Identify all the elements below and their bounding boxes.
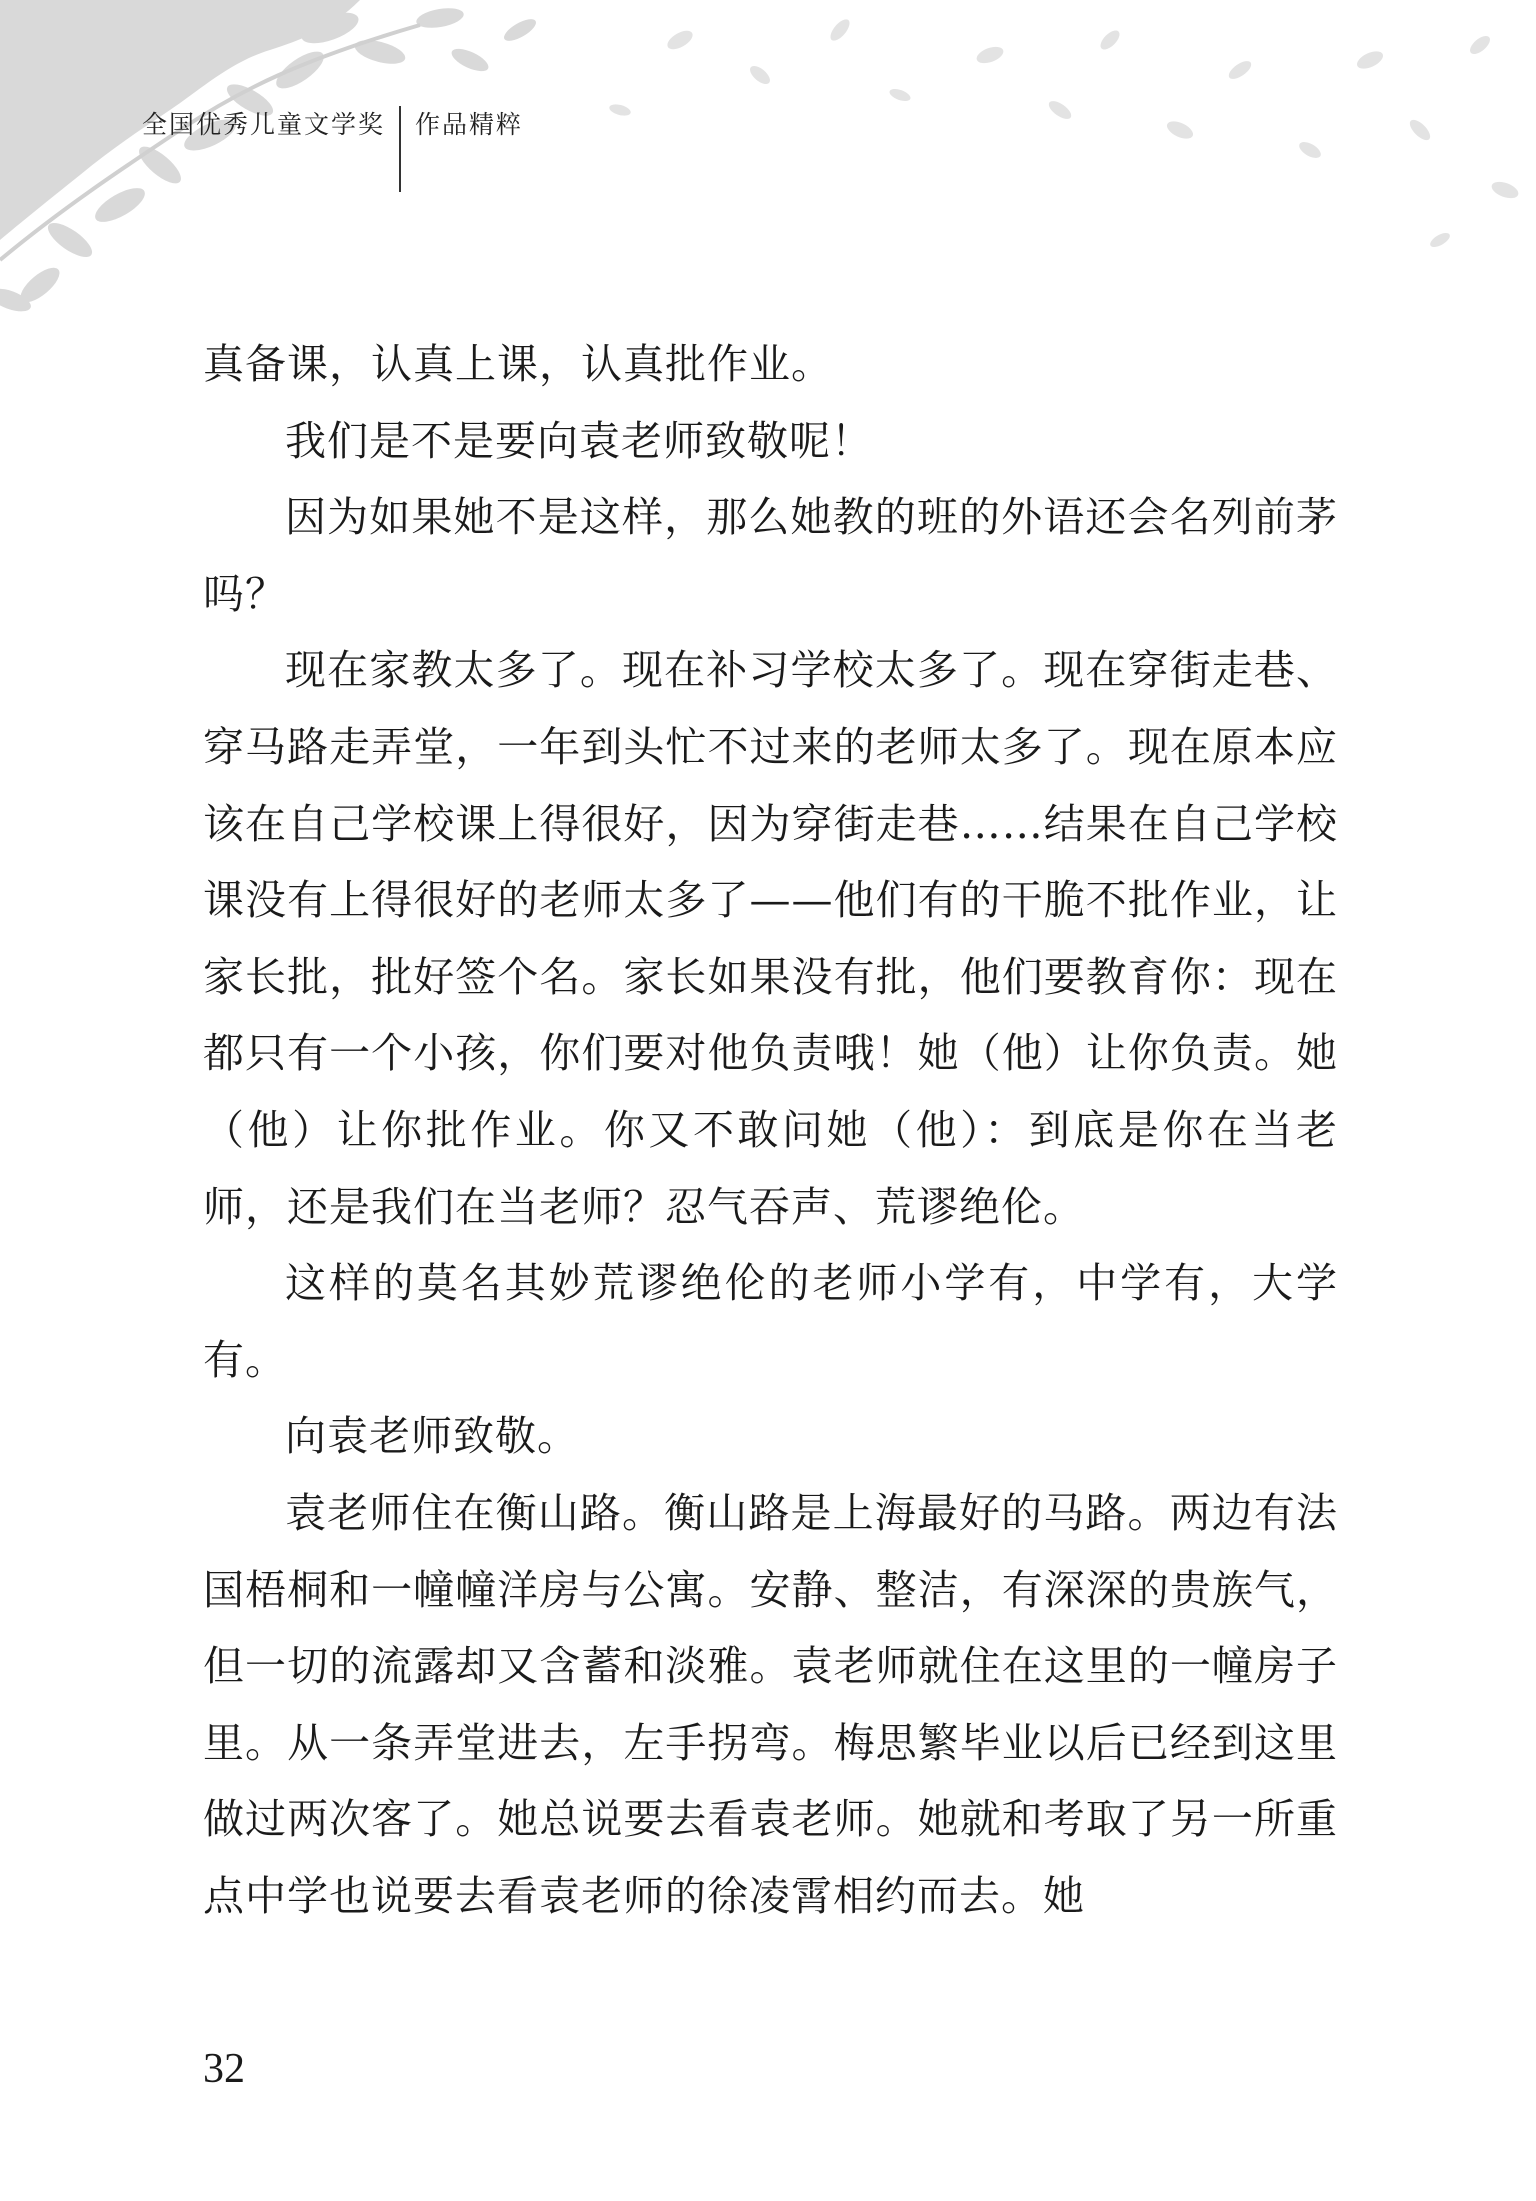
paragraph: 这样的莫名其妙荒谬绝伦的老师小学有，中学有，大学有。 — [203, 1259, 1338, 1384]
running-header — [142, 108, 523, 188]
paragraph: 我们是不是要向袁老师致敬呢！ — [285, 416, 873, 465]
paragraph: 现在家教太多了。现在补习学校太多了。现在穿街走巷、穿马路走弄堂，一年到头忙不过来的老师太多了。现在原本应该在自己学校课上得很好，因为穿街走巷……结果在自己学校课没有上得很好的老师太多了——他们有的干脆不批作业，让家长批，批好签个名。家长如果没有批，他们要教育你：现在都只有一个小孩，你们要对他负责哦！她（他）让你负责。她（他）让你批作业。你又不敢问她（他）：到底是你在当老师，还是我们在当老师？忍气吞声、荒谬绝伦。 — [203, 646, 1338, 1231]
section-title: 作品精粹 — [415, 110, 524, 139]
body-text — [203, 326, 1338, 1934]
paragraph: 因为如果她不是这样，那么她教的班的外语还会名列前茅吗？ — [203, 493, 1338, 618]
series-title: 全国优秀儿童文学奖 — [142, 110, 386, 139]
paragraph: 向袁老师致敬。 — [285, 1412, 579, 1461]
paragraph: 袁老师住在衡山路。衡山路是上海最好的马路。两边有法国梧桐和一幢幢洋房与公寓。安静、整洁，有深深的贵族气，但一切的流露却又含蓄和淡雅。袁老师就住在这里的一幢房子里。从一条弄堂进去，左手拐弯。梅思繁毕业以后已经到这里做过两次客了。她总说要去看袁老师。她就和考取了另一所重点中学也说要去看袁老师的徐凌霄相约而去。她 — [203, 1488, 1338, 1920]
paragraph: 真备课，认真上课，认真批作业。 — [203, 340, 833, 388]
page-number: 32 — [203, 2046, 245, 2092]
